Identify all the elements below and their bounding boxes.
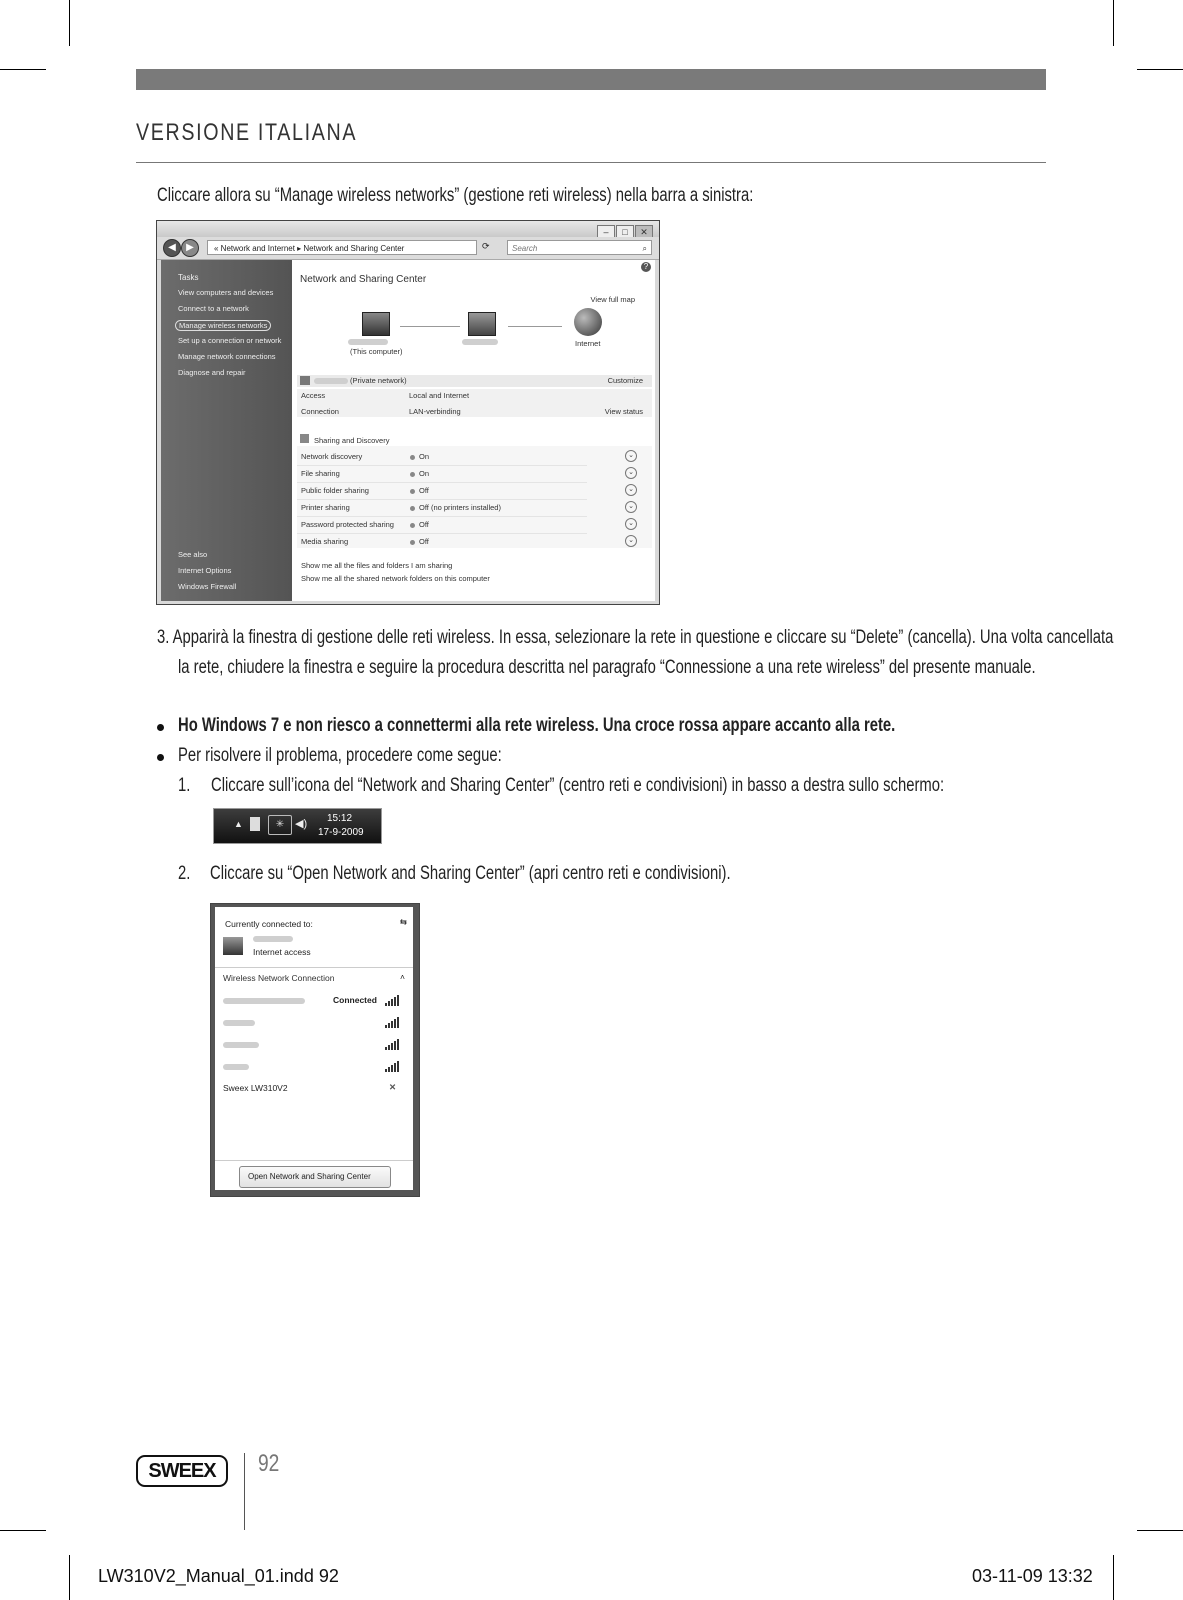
sharing-row-value: [410, 537, 429, 546]
access-label: Access: [301, 391, 326, 400]
show-hidden-icons-arrow-icon[interactable]: ▲: [234, 819, 243, 829]
maximize-icon[interactable]: □: [616, 225, 634, 239]
shared-folders-link[interactable]: Show me all the shared network folders on this computer: [301, 574, 490, 583]
network-popup: [215, 907, 413, 1190]
sidebar-item-setup[interactable]: Set up a connection or network: [178, 336, 282, 345]
view-full-map-link[interactable]: View full map: [590, 295, 635, 304]
breadcrumb-network-internet[interactable]: Network and Internet: [220, 244, 295, 253]
intro-text: Cliccare allora su “Manage wireless networks” (gestione reti wireless) nella barra a sinistra:: [157, 185, 754, 206]
private-network-label: (Private network): [350, 376, 407, 385]
page-title: VERSIONE ITALIANA: [136, 119, 358, 146]
sidebar-item-windows-firewall[interactable]: Windows Firewall: [178, 582, 237, 591]
network-name-blurred[interactable]: [223, 1064, 249, 1070]
help-icon[interactable]: ?: [641, 262, 651, 272]
window-buttons: [596, 222, 653, 235]
row-divider: [297, 516, 587, 517]
map-link-line: [400, 326, 460, 327]
network-name-blurred: [462, 339, 498, 345]
chevron-down-icon[interactable]: ⌄: [625, 518, 637, 530]
connection-label: Connection: [301, 407, 339, 416]
sharing-row-label: Password protected sharing: [301, 520, 394, 529]
back-arrow-icon[interactable]: ◀: [163, 239, 181, 257]
network-name-blurred: [314, 378, 348, 384]
address-bar: [157, 237, 659, 260]
taskbar-screenshot: [213, 808, 382, 844]
sidebar-tasks-heading: Tasks: [178, 273, 199, 282]
shared-files-link[interactable]: Show me all the files and folders I am sharing: [301, 561, 453, 570]
network-popup-screenshot: [210, 903, 420, 1197]
crop-mark: [69, 1555, 70, 1600]
sidebar-item-manage-wireless[interactable]: Manage wireless networks: [175, 320, 271, 331]
network-name-blurred[interactable]: [223, 1042, 259, 1048]
signal-icon: [385, 1061, 401, 1072]
network-info-body: [297, 389, 652, 417]
faq-question: Ho Windows 7 e non riesco a connettermi alla rete wireless. Una croce rossa appare accanto alla rete.: [178, 715, 896, 736]
signal-icon: [385, 1039, 401, 1050]
open-network-sharing-center-button[interactable]: [239, 1166, 391, 1188]
network-name-blurred[interactable]: [223, 998, 305, 1004]
view-status-link[interactable]: View status: [604, 407, 643, 416]
sharing-row-label: Public folder sharing: [301, 486, 369, 495]
crop-mark: [0, 69, 46, 70]
header-rule: [136, 162, 1046, 163]
globe-icon: [574, 308, 602, 336]
status-dot-icon: [410, 506, 415, 511]
sidebar-item-view-computers[interactable]: View computers and devices: [178, 288, 274, 297]
sweex-network-item[interactable]: Sweex LW310V2: [223, 1083, 288, 1093]
sidebar-item-internet-options[interactable]: Internet Options: [178, 566, 232, 575]
sharing-row-value-text: Off: [419, 486, 429, 495]
sharing-row-label: File sharing: [301, 469, 340, 478]
search-placeholder: Search: [512, 244, 538, 253]
chevron-down-icon[interactable]: ⌄: [625, 535, 637, 547]
row-divider: [297, 533, 587, 534]
computer-name-blurred: [348, 339, 388, 345]
internet-access-label: Internet access: [253, 947, 311, 957]
step2-number: 2.: [178, 863, 191, 884]
sidebar-item-connect[interactable]: Connect to a network: [178, 304, 249, 313]
sharing-row-label: Network discovery: [301, 452, 363, 461]
wireless-connection-header: Wireless Network Connection: [223, 973, 335, 983]
network-icon: [468, 312, 496, 336]
status-dot-icon: [410, 489, 415, 494]
row-divider: [297, 482, 587, 483]
page-number: 92: [258, 1450, 280, 1477]
footer-divider: [244, 1453, 245, 1530]
signal-icon: [385, 995, 401, 1006]
chevron-down-icon[interactable]: ⌄: [625, 467, 637, 479]
sharing-row-value-text: Off (no printers installed): [419, 503, 501, 512]
flag-icon: [250, 817, 260, 831]
network-name-blurred[interactable]: [223, 1020, 255, 1026]
sharing-row-value: [410, 486, 429, 495]
open-network-sharing-center-label: Open Network and Sharing Center: [248, 1172, 371, 1181]
breadcrumb-network-sharing[interactable]: Network and Sharing Center: [303, 244, 405, 253]
divider: [215, 1160, 413, 1161]
sharing-row-value-text: Off: [419, 520, 429, 529]
forward-arrow-icon[interactable]: ▶: [181, 239, 199, 257]
access-value: Local and Internet: [409, 391, 470, 400]
sidebar-see-also-heading: See also: [178, 550, 208, 559]
row-divider: [297, 465, 587, 466]
crop-mark: [1137, 69, 1183, 70]
connected-status: Connected: [333, 995, 377, 1005]
red-cross-icon: ✕: [389, 1082, 397, 1092]
status-dot-icon: [410, 523, 415, 528]
computer-icon: [362, 312, 390, 336]
search-icon: ⌕: [642, 244, 647, 253]
sweex-logo: [136, 1455, 228, 1487]
network-name-blurred: [253, 936, 293, 942]
crop-mark: [1113, 0, 1114, 46]
divider: [215, 967, 413, 968]
search-input[interactable]: [507, 240, 652, 255]
chevron-down-icon[interactable]: ⌄: [625, 501, 637, 513]
sharing-row-value: [410, 452, 429, 461]
crop-mark: [0, 1530, 46, 1531]
bullet-icon: [157, 724, 164, 731]
crop-mark: [1113, 1555, 1114, 1600]
step3-line1: 3. Apparirà la finestra di gestione delle reti wireless. In essa, selezionare la rete in questione e cliccare su “Delete” (cancella). Una volta cancellata: [157, 627, 1114, 648]
clock-time: 15:12: [327, 813, 353, 824]
currently-connected-label: Currently connected to:: [225, 919, 313, 929]
this-computer-label: (This computer): [350, 347, 403, 356]
step1-number: 1.: [178, 775, 191, 796]
step1-text: Cliccare sull’icona del “Network and Sharing Center” (centro reti e condivisioni) in basso a destra sullo schermo:: [211, 775, 945, 796]
sharing-icon: [300, 434, 309, 443]
close-icon[interactable]: ✕: [635, 225, 653, 239]
sharing-row-label: Printer sharing: [301, 503, 350, 512]
sidebar: [161, 260, 292, 601]
step2-text: Cliccare su “Open Network and Sharing Center” (apri centro reti e condivisioni).: [210, 863, 731, 884]
network-tray-icon[interactable]: ✳: [268, 815, 292, 835]
faq-answer: Per risolvere il problema, procedere come segue:: [178, 745, 502, 766]
volume-icon[interactable]: ◀): [295, 818, 308, 830]
chevron-down-icon[interactable]: ⌄: [625, 450, 637, 462]
status-dot-icon: [410, 472, 415, 477]
clock-date: 17-9-2009: [318, 827, 364, 838]
crop-mark: [69, 0, 70, 46]
map-link-line: [508, 326, 562, 327]
signal-icon: [385, 1017, 401, 1028]
sharing-row-value: [410, 503, 501, 512]
sidebar-item-diagnose[interactable]: Diagnose and repair: [178, 368, 246, 377]
sweex-logo-text: SWEEX: [148, 1460, 216, 1482]
network-small-icon: [300, 376, 310, 385]
chevron-down-icon[interactable]: ⌄: [625, 484, 637, 496]
bullet-icon: [157, 754, 164, 761]
sharing-header: Sharing and Discovery: [314, 436, 390, 445]
network-sharing-window: [156, 220, 660, 605]
print-timestamp: 03-11-09 13:32: [972, 1566, 1093, 1586]
step3-line2: la rete, chiudere la finestra e seguire la procedura descritta nel paragrafo “Connessione a una rete wireless” del presente manuale.: [178, 657, 1036, 678]
minimize-icon[interactable]: –: [597, 225, 615, 239]
chevron-up-icon[interactable]: ˄: [400, 972, 405, 982]
sharing-row-value-text: On: [419, 452, 430, 461]
sharing-row-value: [410, 469, 429, 478]
header-bar: [136, 69, 1046, 90]
status-dot-icon: [410, 455, 415, 460]
refresh-icon[interactable]: ⟳: [482, 241, 490, 251]
main-title: Network and Sharing Center: [300, 274, 427, 285]
window-titlebar: [157, 221, 659, 237]
customize-link[interactable]: Customize: [607, 376, 643, 385]
sharing-row-value-text: Off: [419, 537, 429, 546]
main-panel: [292, 260, 655, 601]
network-connected-icon: [223, 937, 243, 955]
refresh-arrows-icon[interactable]: ⇆: [399, 917, 407, 927]
breadcrumb[interactable]: « Network and Internet ▸ Network and Sharing Center: [207, 240, 477, 255]
internet-label: Internet: [575, 339, 601, 348]
crop-mark: [1137, 1530, 1183, 1531]
sidebar-item-manage-connections[interactable]: Manage network connections: [178, 352, 276, 361]
file-slug: LW310V2_Manual_01.indd 92: [98, 1566, 339, 1586]
row-divider: [297, 499, 587, 500]
sharing-row-label: Media sharing: [301, 537, 349, 546]
sharing-row-value: [410, 520, 429, 529]
connection-value: LAN-verbinding: [409, 407, 461, 416]
status-dot-icon: [410, 540, 415, 545]
sharing-row-value-text: On: [419, 469, 430, 478]
